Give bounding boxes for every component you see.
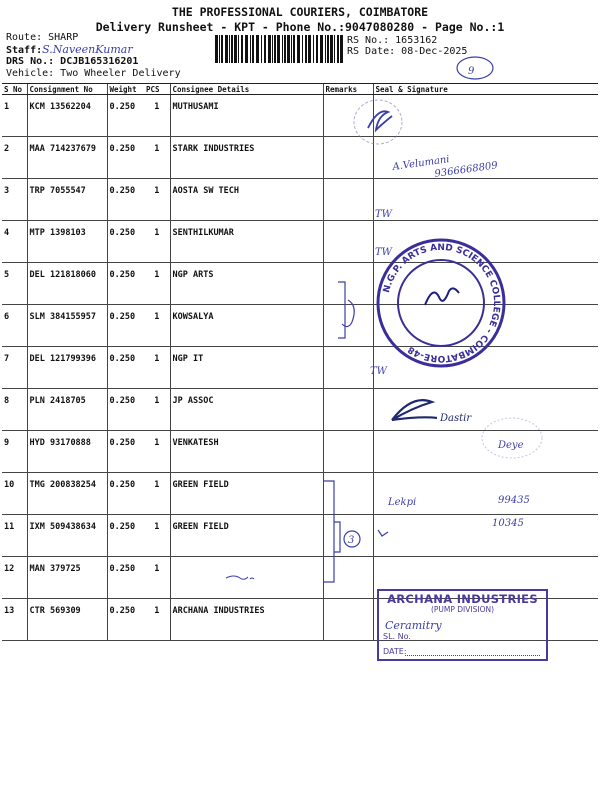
cell-weight: 0.250: [107, 137, 144, 179]
signature-row2-name: A.Velumani: [391, 154, 451, 173]
stamp-signature: Ceramitry: [385, 619, 442, 632]
stamp-slno: SL. No.: [383, 632, 411, 641]
col-sno: S No: [2, 84, 27, 95]
cell-consignee: AOSTA SW TECH: [170, 179, 323, 221]
cell-sno: 11: [2, 515, 27, 557]
cell-sno: 6: [2, 305, 27, 347]
cell-weight: 0.250: [107, 347, 144, 389]
cell-weight: 0.250: [107, 557, 144, 599]
seal-text: N.G.P. ARTS AND SCIENCE COLLEGE - COIMBATORE-48: [382, 242, 502, 364]
signature-row1: [368, 111, 392, 130]
cell-consignee: SENTHILKUMAR: [170, 221, 323, 263]
cell-pcs: 1: [144, 599, 170, 641]
cell-consignee: GREEN FIELD: [170, 515, 323, 557]
cell-consignment: TRP 7055547: [27, 179, 107, 221]
bracket-rows5-6: [338, 282, 345, 338]
staff-name: S.NaveenKumar: [42, 43, 133, 56]
vehicle-label: Vehicle: Two Wheeler Delivery: [6, 68, 181, 79]
cell-weight: 0.250: [107, 473, 144, 515]
cell-consignment: DEL 121799396: [27, 347, 107, 389]
cell-pcs: 1: [144, 179, 170, 221]
col-pcs: PCS: [144, 84, 170, 95]
cell-weight: 0.250: [107, 305, 144, 347]
rs-date: RS Date: 08-Dec-2025: [347, 46, 468, 57]
cell-consignee: JP ASSOC: [170, 389, 323, 431]
col-remarks: Remarks: [323, 84, 373, 95]
cell-consignee: NGP ARTS: [170, 263, 323, 305]
cell-sno: 3: [2, 179, 27, 221]
cell-weight: 0.250: [107, 263, 144, 305]
tick-mark: [378, 530, 388, 536]
cell-consignee: ARCHANA INDUSTRIES: [170, 599, 323, 641]
scribble-row12: [226, 576, 254, 579]
cell-sno: 13: [2, 599, 27, 641]
cell-sno: 2: [2, 137, 27, 179]
archana-stamp: [377, 589, 548, 661]
cell-consignment: HYD 93170888: [27, 431, 107, 473]
cell-consignment: TMG 200838254: [27, 473, 107, 515]
stamp-title: ARCHANA INDUSTRIES: [387, 592, 538, 606]
circle-mark-3-text: 3: [348, 535, 355, 546]
cell-pcs: 1: [144, 95, 170, 137]
cell-consignment: PLN 2418705: [27, 389, 107, 431]
route-label: Route: SHARP: [6, 32, 79, 43]
tw-mark-row4: TW: [375, 209, 392, 220]
mark-rows5-6: [342, 300, 354, 327]
cell-sno: 1: [2, 95, 27, 137]
cell-weight: 0.250: [107, 599, 144, 641]
col-seal-signature: Seal & Signature: [373, 84, 598, 95]
cell-consignment: DEL 121818060: [27, 263, 107, 305]
tw-mark-row7: TW: [370, 366, 387, 377]
cell-consignee: STARK INDUSTRIES: [170, 137, 323, 179]
cell-sno: 4: [2, 221, 27, 263]
col-consignee: Consignee Details: [170, 84, 323, 95]
cell-weight: 0.250: [107, 389, 144, 431]
cell-consignment: MAA 714237679: [27, 137, 107, 179]
bracket-inner: [334, 522, 340, 552]
cell-weight: 0.250: [107, 515, 144, 557]
runsheet-subtitle: Delivery Runsheet - KPT - Phone No.:9047080280 - Page No.:1: [95, 20, 505, 34]
cell-consignment: CTR 569309: [27, 599, 107, 641]
company-title: THE PROFESSIONAL COURIERS, COIMBATORE: [171, 5, 429, 19]
cell-pcs: 1: [144, 347, 170, 389]
col-consignment: Consignment No: [27, 84, 107, 95]
cell-consignment: SLM 384155957: [27, 305, 107, 347]
cell-sno: 5: [2, 263, 27, 305]
cell-consignment: IXM 509438634: [27, 515, 107, 557]
cell-consignee: MUTHUSAMI: [170, 95, 323, 137]
stamp-date: DATE:: [383, 647, 407, 656]
cell-consignee: KOWSALYA: [170, 305, 323, 347]
signature-row9: Deye: [498, 440, 524, 451]
cell-consignment: MTP 1398103: [27, 221, 107, 263]
signature-row10-num2: 10345: [492, 518, 524, 529]
college-seal: [378, 240, 504, 366]
signature-row10-num1: 99435: [498, 495, 530, 506]
cell-pcs: 1: [144, 557, 170, 599]
cell-pcs: 1: [144, 263, 170, 305]
staff-label: Staff:: [6, 45, 43, 56]
cell-weight: 0.250: [107, 431, 144, 473]
col-weight: Weight: [107, 84, 144, 95]
cell-sno: 7: [2, 347, 27, 389]
signature-row2-phone: 9366668809: [433, 160, 499, 180]
stamp-slno-line: [405, 640, 540, 641]
faded-seal-row9: [482, 418, 542, 458]
rs-number: RS No.: 1653162: [347, 35, 438, 46]
bracket-rows10-12: [323, 481, 334, 582]
cell-pcs: 1: [144, 431, 170, 473]
cell-weight: 0.250: [107, 221, 144, 263]
handwritten-page-mark: 9: [468, 66, 475, 77]
cell-consignee: NGP IT: [170, 347, 323, 389]
cell-pcs: 1: [144, 305, 170, 347]
cell-sno: 9: [2, 431, 27, 473]
cell-pcs: 1: [144, 515, 170, 557]
cell-sno: 8: [2, 389, 27, 431]
cell-pcs: 1: [144, 473, 170, 515]
tw-mark-row5: TW: [375, 247, 392, 258]
stamp-date-line: [405, 655, 540, 656]
cell-weight: 0.250: [107, 179, 144, 221]
drs-number: DRS No.: DCJB165316201: [6, 56, 139, 67]
signature-row8-text: Dastir: [440, 413, 472, 424]
cell-pcs: 1: [144, 137, 170, 179]
cell-pcs: 1: [144, 221, 170, 263]
signature-row10: Lekpi: [388, 497, 417, 508]
cell-sno: 10: [2, 473, 27, 515]
cell-consignee: GREEN FIELD: [170, 473, 323, 515]
cell-consignment: KCM 13562204: [27, 95, 107, 137]
signature-row8: [392, 400, 437, 420]
cell-sno: 12: [2, 557, 27, 599]
cell-consignee: VENKATESH: [170, 431, 323, 473]
stamp-subtitle: (PUMP DIVISION): [430, 605, 495, 614]
cell-pcs: 1: [144, 389, 170, 431]
cell-consignment: MAN 379725: [27, 557, 107, 599]
circle-mark-top: [457, 57, 493, 79]
cell-weight: 0.250: [107, 95, 144, 137]
